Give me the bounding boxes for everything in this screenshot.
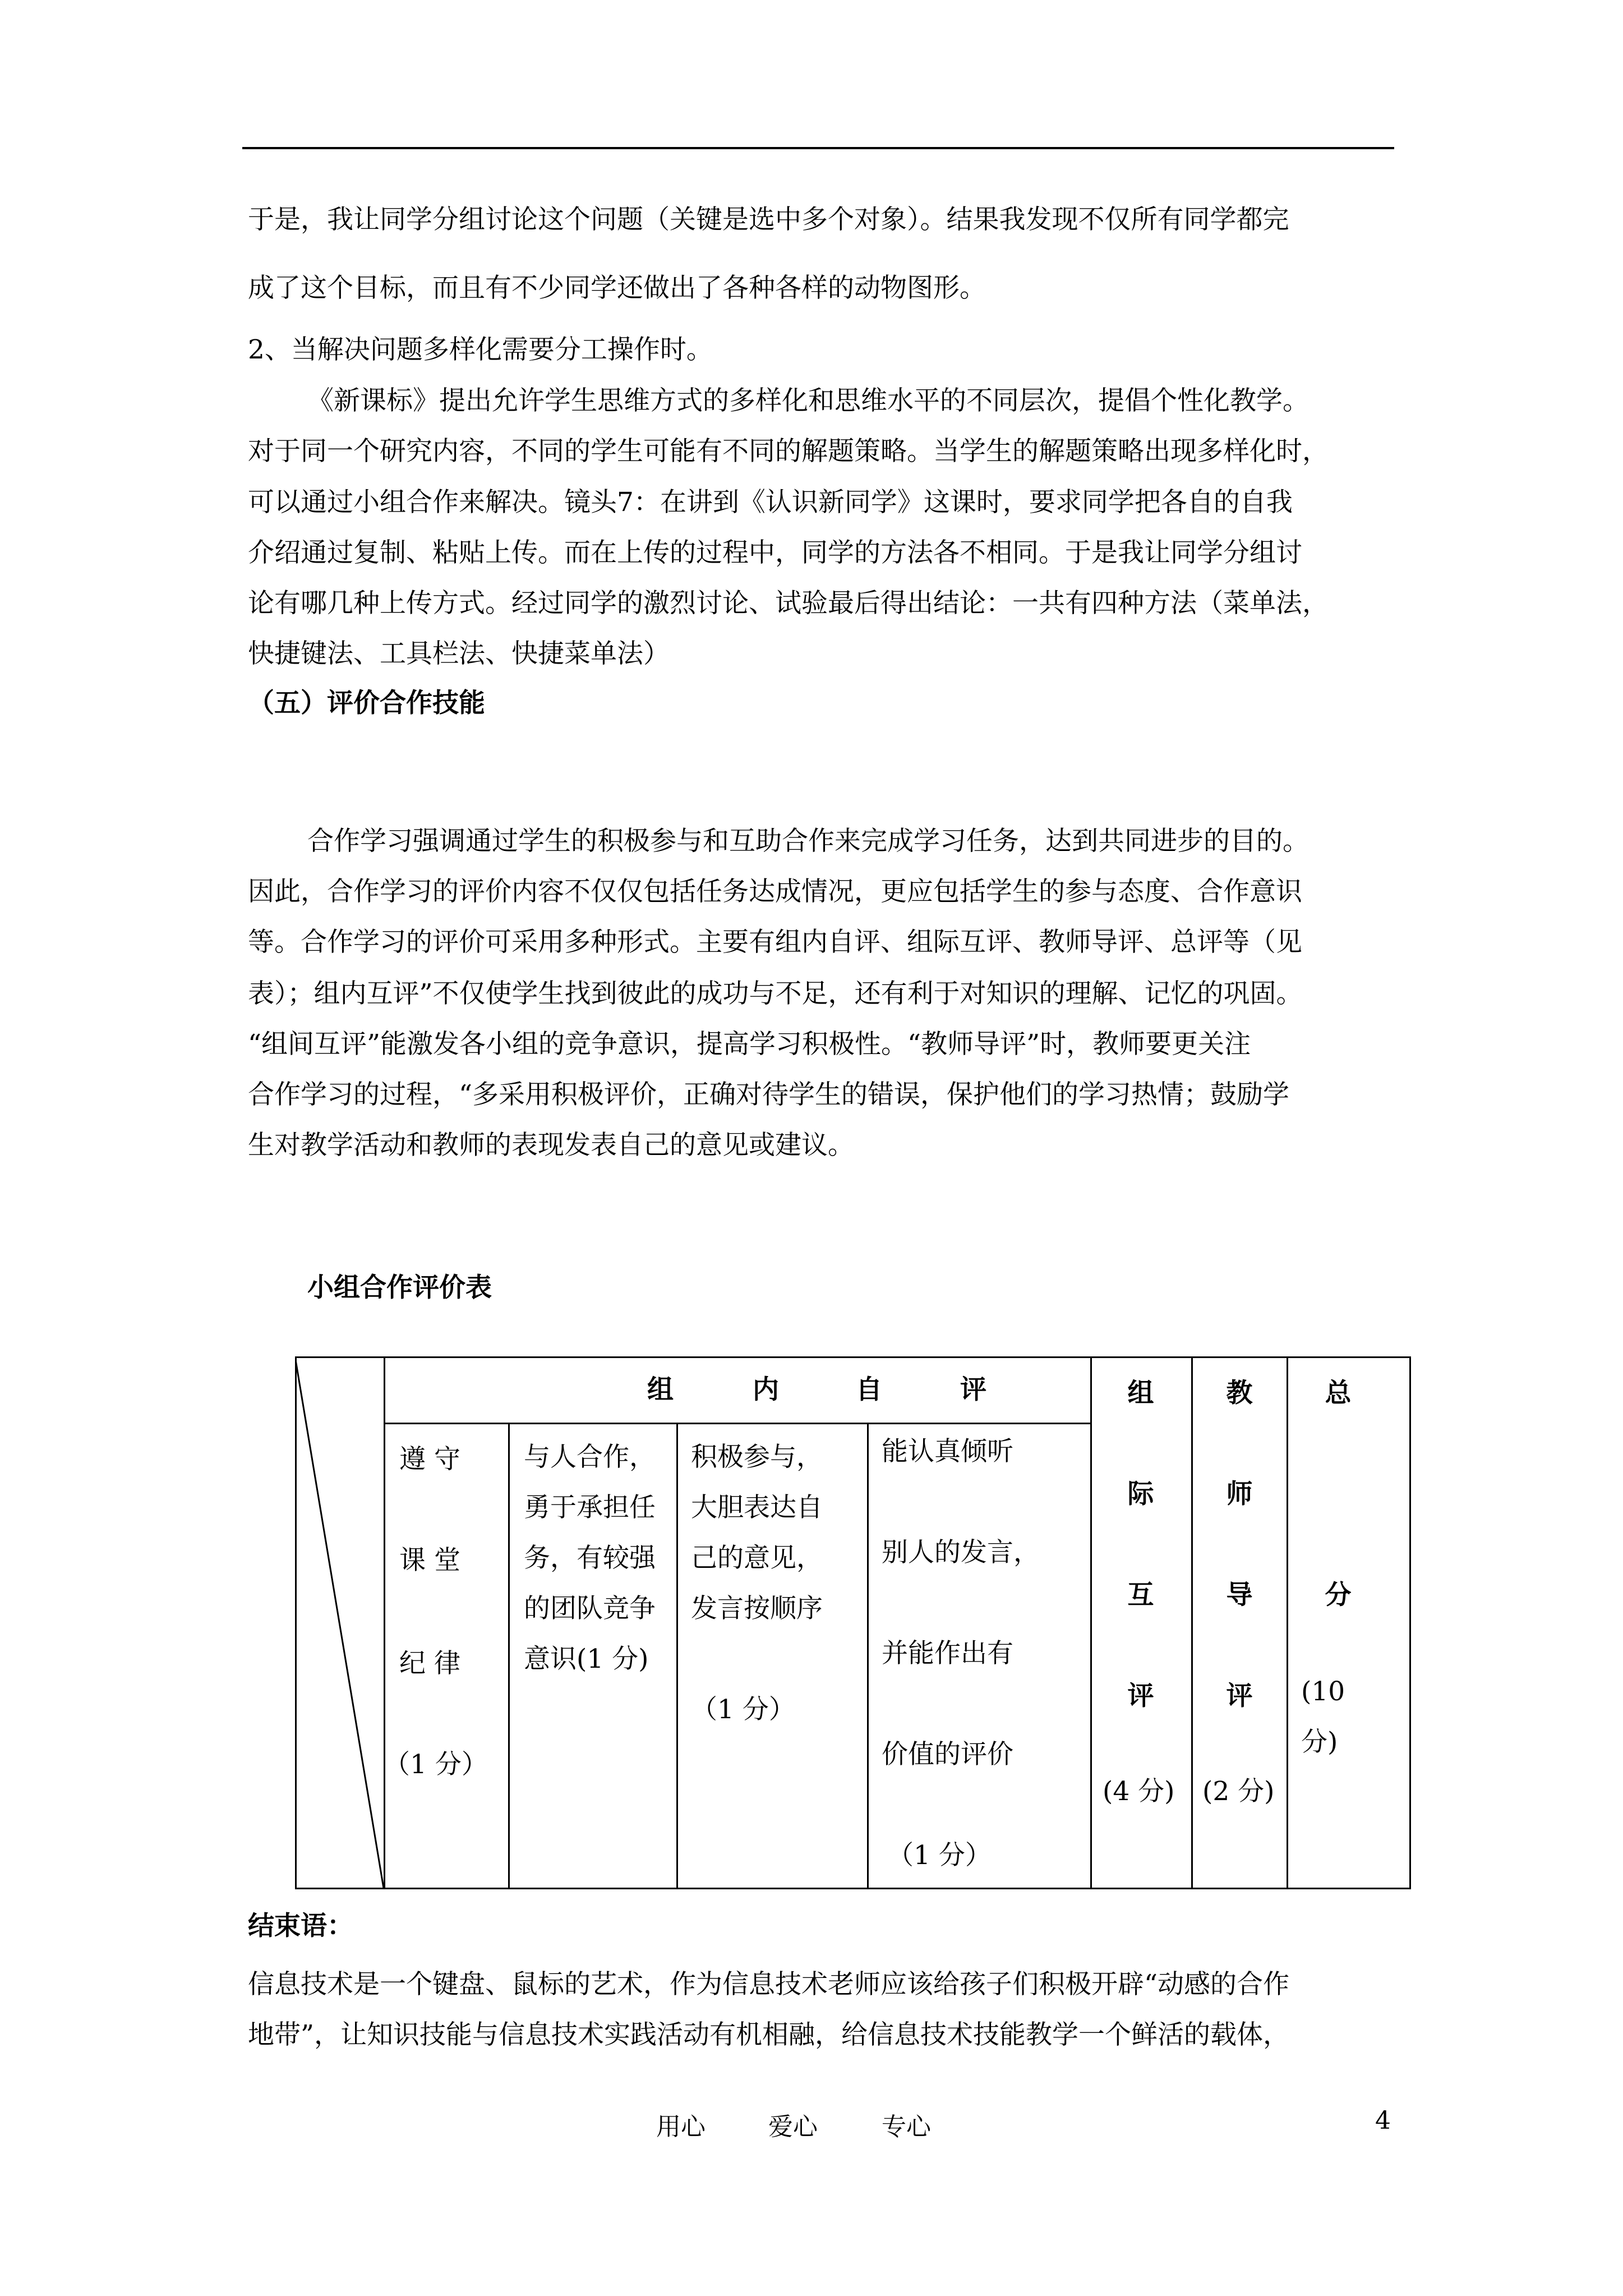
table-cell-text: 评 <box>1226 1681 1253 1711</box>
group-header-char: 内 <box>753 1374 779 1405</box>
table-cell-text: 的团队竞争 <box>524 1593 656 1624</box>
table-cell-text: 己的意见， <box>691 1543 823 1573</box>
paragraph-line: 对于同一个研究内容，不同的学生可能有不同的解题策略。当学生的解题策略出现多样化时， <box>248 436 1329 467</box>
evaluation-table <box>295 1356 1411 1889</box>
table-cell-text: 并能作出有 <box>882 1638 1013 1669</box>
table-border-bottom <box>295 1888 1411 1889</box>
row-divider <box>384 1423 1090 1424</box>
table-cell-text: 积极参与， <box>691 1442 823 1473</box>
header-rule <box>242 147 1394 149</box>
table-cell-text: （1 分） <box>384 1749 488 1780</box>
paragraph-line: 表）；组内互评”不仅使学生找到彼此的成功与不足，还有利于对知识的理解、记忆的巩固。 <box>248 978 1303 1009</box>
paragraph-line: 合作学习的过程，“多采用积极评价，正确对待学生的错误，保护他们的学习热情；鼓励学 <box>248 1079 1290 1110</box>
footer-motto: 用心 <box>656 2113 706 2141</box>
footer-motto: 爱心 <box>768 2113 818 2141</box>
table-cell-text: （1 分） <box>887 1840 992 1871</box>
group-header-char: 组 <box>647 1374 674 1405</box>
paragraph-line: 生对教学活动和教师的表现发表自己的意见或建议。 <box>248 1130 854 1161</box>
table-cell-text: 价值的评价 <box>882 1739 1013 1770</box>
group-header-char: 自 <box>856 1374 882 1405</box>
section-heading: （五）评价合作技能 <box>248 688 485 719</box>
table-cell-text: 总 <box>1325 1378 1352 1409</box>
table-cell-text: 务，有较强 <box>524 1543 656 1573</box>
table-cell-text: 意识(1 分) <box>524 1644 649 1674</box>
paragraph-line: 《新课标》提出允许学生思维方式的多样化和思维水平的不同层次，提倡个性化教学。 <box>307 385 1309 416</box>
table-cell-text: 课 堂 <box>399 1545 460 1576</box>
conclusion-heading: 结束语： <box>248 1911 353 1941</box>
table-cell-text: 勇于承担任 <box>524 1492 656 1523</box>
table-cell-text: （1 分） <box>691 1694 795 1725</box>
paragraph-line: 于是，我让同学分组讨论这个问题（关键是选中多个对象）。结果我发现不仅所有同学都完 <box>248 204 1289 235</box>
paragraph-line: 可以通过小组合作来解决。镜头7：在讲到《认识新同学》这课时，要求同学把各自的自我 <box>248 487 1293 518</box>
table-border-right <box>1409 1356 1411 1889</box>
paragraph-line: 因此，合作学习的评价内容不仅仅包括任务达成情况，更应包括学生的参与态度、合作意识 <box>248 876 1302 907</box>
table-cell-text: 组 <box>1127 1378 1154 1409</box>
table-cell-text: 际 <box>1127 1479 1154 1510</box>
paragraph-line: 等。合作学习的评价可采用多种形式。主要有组内自评、组际互评、教师导评、总评等（见 <box>248 927 1302 958</box>
table-cell-text: 互 <box>1127 1580 1154 1611</box>
column-divider <box>508 1423 510 1889</box>
paragraph-line: 论有哪几种上传方式。经过同学的激烈讨论、试验最后得出结论：一共有四种方法（菜单法， <box>248 588 1329 619</box>
column-divider <box>1090 1356 1092 1889</box>
table-title: 小组合作评价表 <box>307 1272 492 1303</box>
table-cell-text: 能认真倾听 <box>882 1436 1013 1467</box>
paragraph-line: 成了这个目标，而且有不少同学还做出了各种各样的动物图形。 <box>248 273 986 303</box>
paragraph-line: 信息技术是一个键盘、鼠标的艺术，作为信息技术老师应该给孩子们积极开辟“动感的合作 <box>248 1969 1290 2000</box>
column-divider <box>1191 1356 1193 1889</box>
table-border-top <box>295 1356 1411 1358</box>
table-cell-text: 大胆表达自 <box>691 1492 823 1523</box>
paragraph-line: 合作学习强调通过学生的积极参与和互助合作来完成学习任务，达到共同进步的目的。 <box>307 826 1309 857</box>
paragraph-line: “组间互评”能激发各小组的竞争意识，提高学习积极性。“教师导评”时，教师要更关注 <box>248 1029 1251 1060</box>
table-cell-text: (4 分) <box>1103 1776 1175 1807</box>
table-cell-text: 别人的发言， <box>882 1537 1040 1568</box>
column-divider <box>1287 1356 1288 1889</box>
column-divider <box>676 1423 678 1889</box>
table-cell-text: 遵 守 <box>399 1444 460 1475</box>
column-divider <box>867 1423 869 1889</box>
table-cell-text: 与人合作， <box>524 1442 656 1473</box>
table-cell-text: 导 <box>1226 1580 1253 1611</box>
paragraph-line: 介绍通过复制、粘贴上传。而在上传的过程中，同学的方法各不相同。于是我让同学分组讨 <box>248 537 1302 568</box>
paragraph-line: 地带”，让知识技能与信息技术实践活动有机相融，给信息技术技能教学一个鲜活的载体， <box>248 2019 1290 2050</box>
table-cell-text: 教 <box>1226 1378 1253 1409</box>
corner-diagonal <box>295 1356 385 1889</box>
table-cell-text: (10 <box>1301 1676 1345 1707</box>
table-cell-text: 师 <box>1226 1479 1253 1510</box>
group-header-char: 评 <box>960 1374 986 1405</box>
paragraph-line: 快捷键法、工具栏法、快捷菜单法） <box>248 638 670 669</box>
page-number: 4 <box>1375 2106 1391 2135</box>
footer-motto: 专心 <box>882 2113 931 2141</box>
list-item-2: 2、当解决问题多样化需要分工操作时。 <box>248 334 713 365</box>
table-cell-text: 评 <box>1127 1681 1154 1711</box>
table-cell-text: 纪 律 <box>399 1648 460 1679</box>
table-cell-text: 分) <box>1301 1727 1338 1757</box>
table-cell-text: (2 分) <box>1202 1776 1275 1807</box>
table-cell-text: 发言按顺序 <box>691 1593 823 1624</box>
table-cell-text: 分 <box>1325 1580 1352 1611</box>
